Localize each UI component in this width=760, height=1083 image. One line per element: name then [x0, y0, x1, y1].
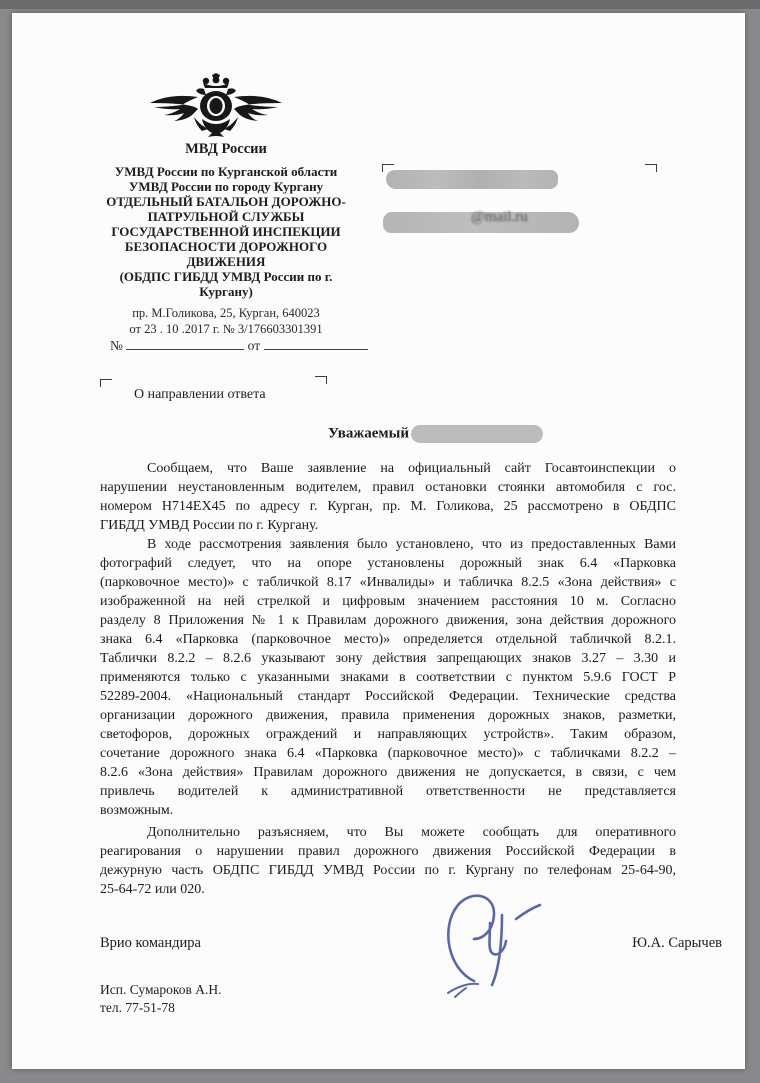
subject-line: О направлении ответа — [134, 387, 266, 402]
letter-body — [100, 459, 676, 899]
executor-name: Исп. Сумароков А.Н. — [100, 982, 222, 997]
salutation-row — [328, 425, 628, 447]
letter-page — [12, 13, 745, 1069]
text-line: Сообщаем, что Ваше заявление на официальный сайт Госавтоинспекции о — [147, 461, 676, 476]
letterhead-org-lines — [78, 164, 374, 299]
text-line: ПАТРУЛЬНОЙ СЛУЖБЫ — [147, 209, 305, 224]
text-line: разделу 8 Приложения № 1 к Правилам дорожного движения, зона действия дорожного — [100, 613, 676, 628]
letterhead-address — [78, 305, 374, 337]
recipient-name-redaction — [386, 170, 558, 189]
text-line: (ОБДПС ГИБДД УМВД России по г. — [119, 269, 333, 284]
signer-name: Ю.А. Сарычев — [632, 935, 722, 951]
letterhead-title: МВД России — [185, 141, 267, 157]
text-line: 25-64-72 или 020. — [100, 882, 205, 897]
text-line: применяются только с указанными знаками в соответствии с пунктом 5.9.6 ГОСТ Р — [100, 670, 676, 685]
text-line: нарушении неустановленным водителем, правил остановки стоянки автомобиля с гос. — [100, 480, 676, 495]
outgoing-ref-line: от 23 . 10 .2017 г. № 3/176603301391 — [129, 322, 323, 336]
text-line: В ходе рассмотрения заявления было установлено, что из предоставленных Вами — [147, 537, 676, 552]
text-line: привлечь водителей к административной ответственности не представляется — [100, 784, 676, 799]
executor-block — [100, 981, 222, 1017]
from-label: от — [247, 338, 261, 353]
text-line: ОТДЕЛЬНЫЙ БАТАЛЬОН ДОРОЖНО- — [106, 194, 346, 209]
photo-border — [0, 0, 760, 9]
signer-position: Врио командира — [100, 935, 201, 951]
text-line: светофоров, дорожных ограждений и направляющих устройств». Таким образом, — [100, 727, 676, 742]
text-line: знака 6.4 «Парковка (парковочное место)» определяется отдельной табличкой 8.2.1. — [100, 632, 676, 647]
handwritten-signature — [432, 889, 562, 1001]
text-line: БЕЗОПАСНОСТИ ДОРОЖНОГО — [124, 239, 328, 254]
text-line: организации дорожного движения, правила применения дорожных знаков, разметки, — [100, 708, 676, 723]
text-line: изображенной на ней стрелкой и цифровым значением расстояния 10 м. Согласно — [100, 594, 676, 609]
text-line: Таблички 8.2.2 – 8.2.6 указывают зону действия запрещающих знаков 3.27 – 3.30 и — [100, 651, 676, 666]
recipient-corner-bracket-right — [645, 164, 657, 172]
text-line: 8.2.6 «Зона действия» Правилам дорожного движения не допускается, в связи, с чем — [100, 765, 676, 780]
executor-phone: тел. 77-51-78 — [100, 1000, 175, 1015]
paragraph-3 — [100, 823, 676, 899]
paragraph-2 — [100, 535, 676, 820]
number-blank-line — [126, 337, 244, 350]
text-line: УМВД России по городу Кургану — [128, 179, 324, 194]
registration-number-line — [110, 337, 410, 354]
recipient-email-redaction — [383, 209, 579, 233]
text-line: ГОСУДАРСТВЕННОЙ ИНСПЕКЦИИ — [111, 224, 341, 239]
text-line: Дополнительно разъясняем, что Вы можете сообщать для оперативного — [147, 825, 676, 840]
subject-corner-bracket-left — [100, 379, 112, 387]
text-line: сочетание дорожного знака 6.4 «Парковка (парковочное место)» с табличками 8.2.2 – — [100, 746, 676, 761]
text-line: фотографий следует, что на опоре установлены дорожный знак 6.4 «Парковка — [100, 556, 676, 571]
subject-corner-bracket-right — [315, 376, 327, 384]
text-line: номером Н714ЕХ45 по адресу г. Курган, пр. М. Голикова, 25 рассмотрено в ОБДПС — [100, 499, 676, 514]
mvd-double-headed-eagle-emblem — [148, 73, 284, 141]
paragraph-1 — [100, 459, 676, 535]
text-line: (парковочное место)» с табличкой 8.17 «Инвалиды» и табличка 8.2.5 «Зона действия» с — [100, 575, 676, 590]
text-line: дежурную часть ОБДПС ГИБДД УМВД России по г. Кургану по телефонам 25-64-90, — [100, 863, 676, 878]
text-line: ГИБДД УМВД России по г. Кургану. — [100, 518, 319, 533]
email-visible-fragment: @mail.ru — [471, 209, 528, 225]
text-line: Кургану) — [199, 284, 253, 299]
text-line: ДВИЖЕНИЯ — [186, 254, 266, 269]
letterhead — [78, 141, 374, 337]
address-line: пр. М.Голикова, 25, Курган, 640023 — [132, 306, 320, 320]
number-label: № — [110, 338, 123, 353]
salutation-text: Уважаемый — [328, 425, 409, 442]
date-blank-line — [264, 337, 368, 350]
text-line: возможным. — [100, 803, 174, 818]
salutation-name-redaction — [411, 425, 543, 443]
text-line: реагирования о нарушении правил дорожного движения Российской Федерации в — [100, 844, 676, 859]
text-line: 52289-2004. «Национальный стандарт Российской Федерации. Технические средства — [100, 689, 676, 704]
text-line: УМВД России по Курганской области — [114, 164, 338, 179]
